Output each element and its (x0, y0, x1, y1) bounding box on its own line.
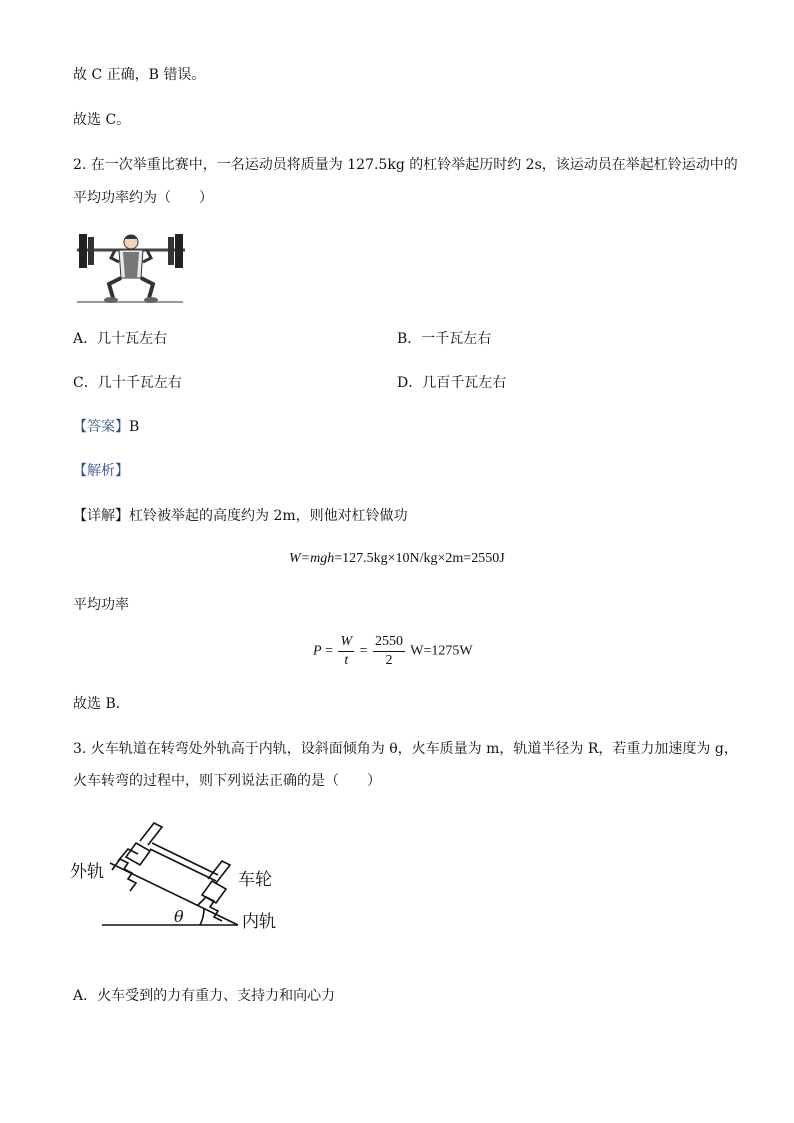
option-d: D．几百千瓦左右 (397, 375, 507, 391)
avg-power-label: 平均功率 (73, 597, 129, 613)
power-formula (313, 633, 473, 670)
option-b: B．一千瓦左右 (397, 331, 492, 347)
angle-theta-label: θ (174, 907, 184, 926)
equals: = (325, 643, 333, 659)
power-symbol: P (313, 643, 322, 659)
frac-num-w: W (338, 633, 354, 652)
formula-rhs: =127.5kg×10N/kg×2m=2550J (334, 551, 505, 566)
answer-value: B (129, 419, 140, 435)
formula-result: W=1275W (410, 643, 473, 659)
frac-num: 2550 (373, 633, 405, 652)
detail-tag: 【详解】 (73, 508, 129, 524)
numeric-fraction (373, 633, 405, 670)
weightlifter-image (75, 228, 187, 306)
option-a-q3: A．火车受到的力有重力、支持力和向心力 (73, 988, 336, 1004)
outer-rail-label: 外轨 (70, 862, 104, 882)
option-a: A．几十瓦左右 (73, 331, 168, 347)
detail-text: 杠铃被举起的高度约为 2m，则他对杠铃做功 (129, 508, 408, 524)
answer-line (73, 418, 139, 436)
analysis-line (73, 462, 129, 480)
text-line: 故选 C。 (73, 112, 131, 128)
question-2-stem: 2. 在一次举重比赛中，一名运动员将质量为 127.5kg 的杠铃举起历时约 2s，该运动员在举起杠铃运动中的 (73, 157, 738, 173)
option-c: C．几十千瓦左右 (73, 375, 182, 391)
wheel-label: 车轮 (238, 870, 272, 890)
conclusion-line: 故选 B． (73, 696, 130, 712)
equals: = (359, 643, 368, 659)
formula-lhs: W=mgh (289, 551, 335, 566)
question-2-stem-cont: 平均功率约为（ ） (73, 190, 213, 206)
w-over-t (338, 633, 354, 670)
frac-den-t: t (344, 653, 349, 668)
detail-line (73, 507, 408, 525)
frac-den: 2 (385, 653, 393, 668)
rail-diagram (70, 815, 300, 935)
analysis-tag: 【解析】 (73, 463, 129, 479)
work-formula (289, 551, 505, 567)
question-3-stem: 3. 火车轨道在转弯处外轨高于内轨，设斜面倾角为 θ，火车质量为 m，轨道半径为 R，若重力加速度为 g， (73, 741, 738, 757)
text-line: 故 C 正确，B 错误。 (73, 67, 206, 83)
question-3-stem-cont: 火车转弯的过程中，则下列说法正确的是（ ） (73, 773, 381, 789)
inner-rail-label: 内轨 (242, 912, 276, 932)
answer-tag: 【答案】 (73, 419, 129, 435)
